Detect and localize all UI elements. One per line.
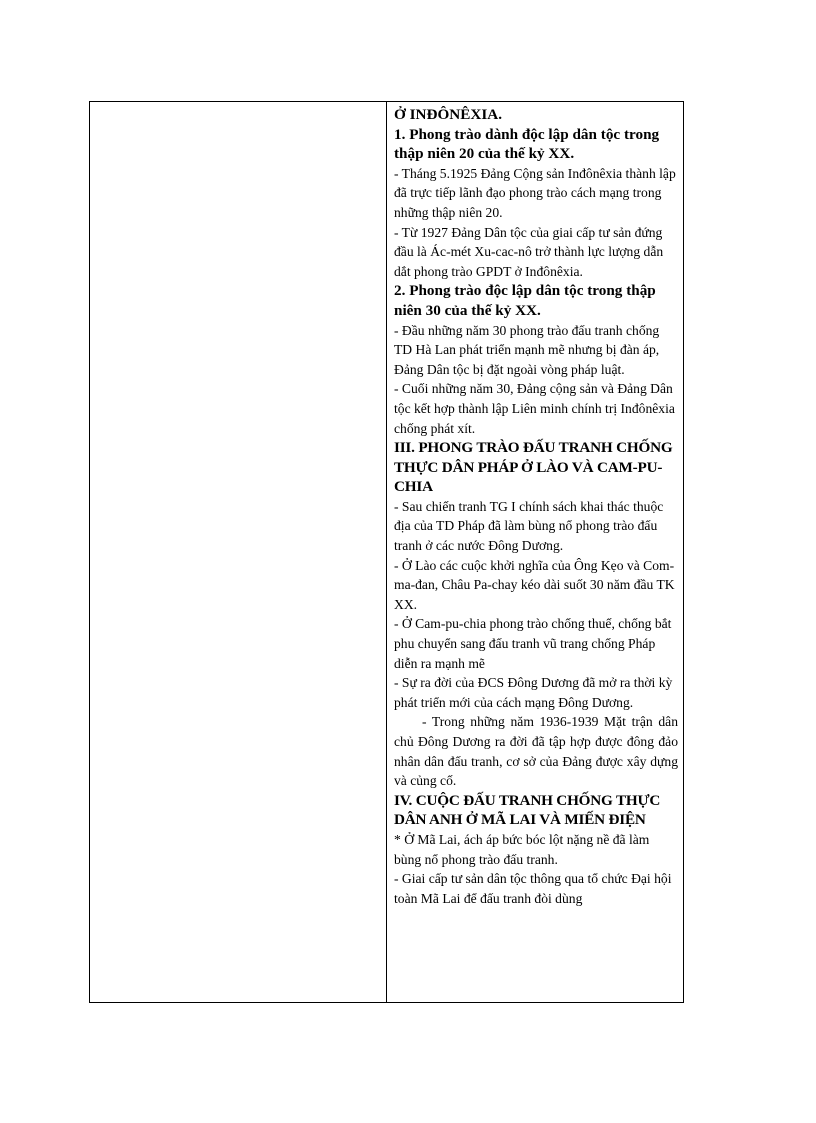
section-heading-iii: III. PHONG TRÀO ĐẤU TRANH CHỐNG THỰC DÂN PHÁP Ở LÀO VÀ CAM-PU-CHIA	[394, 439, 673, 496]
paragraph: - Ở Lào các cuộc khởi nghĩa của Ông Kẹo và Com-ma-đan, Châu Pa-chay kéo dài suốt 30 năm đầu TK XX.	[394, 557, 675, 612]
paragraph: - Sau chiến tranh TG I chính sách khai thác thuộc địa của TD Pháp đã làm bùng nổ phong trào đấu tranh ở các nước Đông Dương.	[394, 498, 664, 554]
paragraph: - Sự ra đời của ĐCS Đông Dương đã mở ra thời kỳ phát triển mới của cách mạng Đông Dương.	[394, 675, 673, 710]
subheading-1: 1. Phong trào dành độc lập dân tộc trong thập niên 20 của thế kỷ XX.	[394, 125, 660, 163]
column-divider	[386, 102, 387, 1002]
right-column-cell	[394, 105, 678, 908]
section-heading-iv: IV. CUỘC ĐẤU TRANH CHỐNG THỰC DÂN ANH Ở MÃ LAI VÀ MIẾN ĐIỆN	[394, 791, 661, 829]
left-column-cell	[90, 102, 386, 1002]
paragraph: - Giai cấp tư sản dân tộc thông qua tổ chức Đại hội toàn Mã Lai để đấu tranh đòi dùng	[394, 871, 672, 906]
section-heading-indonesia: Ở INĐÔNÊXIA.	[394, 106, 503, 123]
paragraph: - Tháng 5.1925 Đảng Cộng sản Inđônêxia thành lập đã trực tiếp lãnh đạo phong trào cách mạng trong những thập niên 20.	[394, 165, 676, 220]
paragraph: - Cuối những năm 30, Đảng cộng sản và Đảng Dân tộc kết hợp thành lập Liên minh chính trị Inđônêxia chống phát xít.	[394, 381, 675, 436]
content-table	[89, 101, 684, 1003]
paragraph: - Ở Cam-pu-chia phong trào chống thuế, chống bắt phu chuyển sang đấu tranh vũ trang chống Pháp diễn ra mạnh mẽ	[394, 616, 672, 671]
paragraph: * Ở Mã Lai, ách áp bức bóc lột nặng nề đã làm bùng nổ phong trào đấu tranh.	[394, 831, 650, 867]
paragraph: - Đầu những năm 30 phong trào đấu tranh chống TD Hà Lan phát triển mạnh mẽ nhưng bị đàn áp, Đảng Dân tộc bị đặt ngoài vòng pháp luật.	[394, 322, 660, 377]
paragraph: - Từ 1927 Đảng Dân tộc của giai cấp tư sản đứng đầu là Ác-mét Xu-cac-nô trở thành lực lượng dẫn dắt phong trào GPDT ở Inđônêxia.	[394, 224, 664, 279]
paragraph: - Trong những năm 1936-1939 Mặt trận dân chủ Đông Dương ra đời đã tập hợp được đông đảo nhân dân đấu tranh, cơ sở của Đảng được xây dựng và củng cố.	[394, 714, 678, 789]
subheading-2: 2. Phong trào độc lập dân tộc trong thập niên 30 của thế kỷ XX.	[394, 282, 656, 319]
